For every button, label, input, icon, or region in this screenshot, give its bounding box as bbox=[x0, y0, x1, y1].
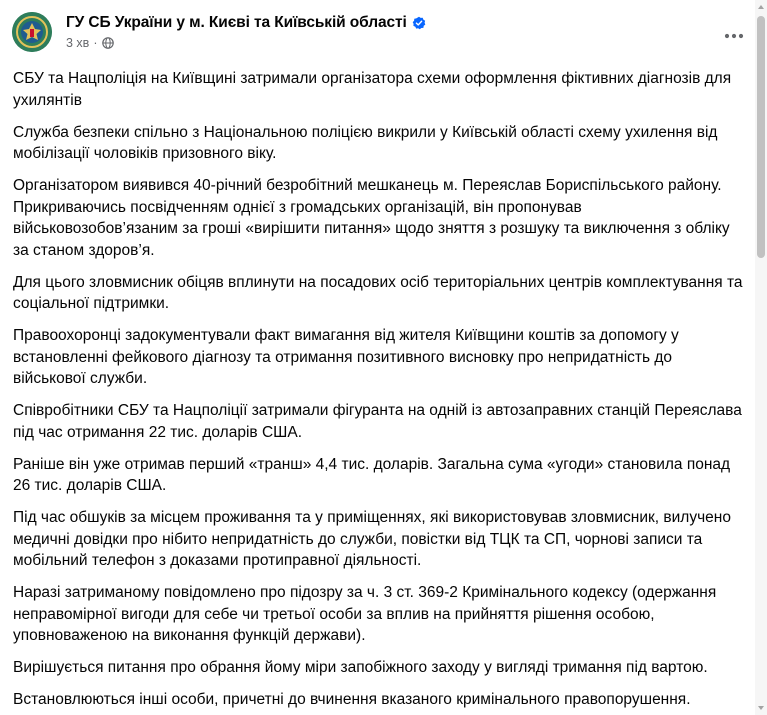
meta-separator: · bbox=[93, 36, 98, 50]
author-row bbox=[66, 14, 426, 32]
post-paragraph: Вирішується питання про обрання йому міри запобіжного заходу у вигляді тримання під вартою. bbox=[13, 659, 708, 676]
post-paragraph: Встановлюються інші особи, причетні до вчинення вказаного кримінального правопорушення. bbox=[13, 691, 691, 708]
globe-icon[interactable] bbox=[102, 37, 114, 49]
post-paragraph: Під час обшуків за місцем проживання та у приміщеннях, які використовував зловмисник, вилучено медичні довідки про нібито непридатність до служби, повістки від ТЦК та СП, чорнові записи та мобільний телефон з доказами протиправної діяльності. bbox=[13, 509, 731, 569]
verified-badge-icon bbox=[412, 16, 426, 30]
post-paragraph: Раніше він уже отримав перший «транш» 4,4 тис. доларів. Загальна сума «угоди» становила понад 26 тис. доларів США. bbox=[13, 455, 731, 494]
scroll-down-arrow-icon[interactable] bbox=[757, 704, 765, 712]
post-headline: СБУ та Нацполіція на Київщині затримали організатора схеми оформлення фіктивних діагнозів для ухилянтів bbox=[13, 70, 732, 109]
scrollbar-thumb[interactable] bbox=[757, 16, 765, 258]
post-paragraph: Правоохоронці задокументували факт вимагання від жителя Київщини коштів за допомогу у встановленні фейкового діагнозу та отримання позитивного висновку про непридатність до військової служби. bbox=[13, 327, 679, 387]
more-horizontal-icon bbox=[724, 33, 744, 39]
post-body bbox=[13, 68, 745, 715]
post-paragraph: Наразі затриманому повідомлено про підозру за ч. 3 ст. 369-2 Кримінального кодексу (одержання неправомірної вигоди для себе чи третьої особи за вплив на прийняття рішення особою, уповноваженою на виконання функцій держави). bbox=[13, 584, 717, 644]
page-avatar[interactable] bbox=[12, 12, 52, 52]
post-paragraph: Співробітники СБУ та Нацполіції затримали фігуранта на одній із автозаправних станцій Переяслава під час отримання 22 тис. доларів США. bbox=[13, 402, 742, 441]
more-options-button[interactable] bbox=[720, 22, 748, 50]
vertical-scrollbar[interactable] bbox=[755, 0, 767, 715]
sbu-emblem-icon bbox=[12, 12, 52, 52]
post-timestamp-link[interactable]: 3 хв bbox=[66, 36, 90, 50]
post-meta bbox=[66, 36, 114, 50]
post-paragraph: Для цього зловмисник обіцяв вплинути на посадових осіб територіальних центрів комплектування та соціальної підтримки. bbox=[13, 273, 743, 312]
scroll-up-arrow-icon[interactable] bbox=[757, 3, 765, 11]
post-header bbox=[12, 12, 752, 60]
post-paragraph: Організатором виявився 40-річний безробітний мешканець м. Переяслав Бориспільського району. Прикриваючись посвідченням однієї з громадських організацій, він пропонував військовозобов’язаним за гроші «вирішити питання» щодо зняття з розшуку та виключення з обліку за станом здоров’я. bbox=[13, 177, 730, 259]
post-paragraph: Служба безпеки спільно з Національною поліцією викрили у Київській області схему ухилення від мобілізації чоловіків призовного віку. bbox=[13, 123, 718, 162]
page-name-link[interactable]: ГУ СБ України у м. Києві та Київській області bbox=[66, 14, 407, 31]
